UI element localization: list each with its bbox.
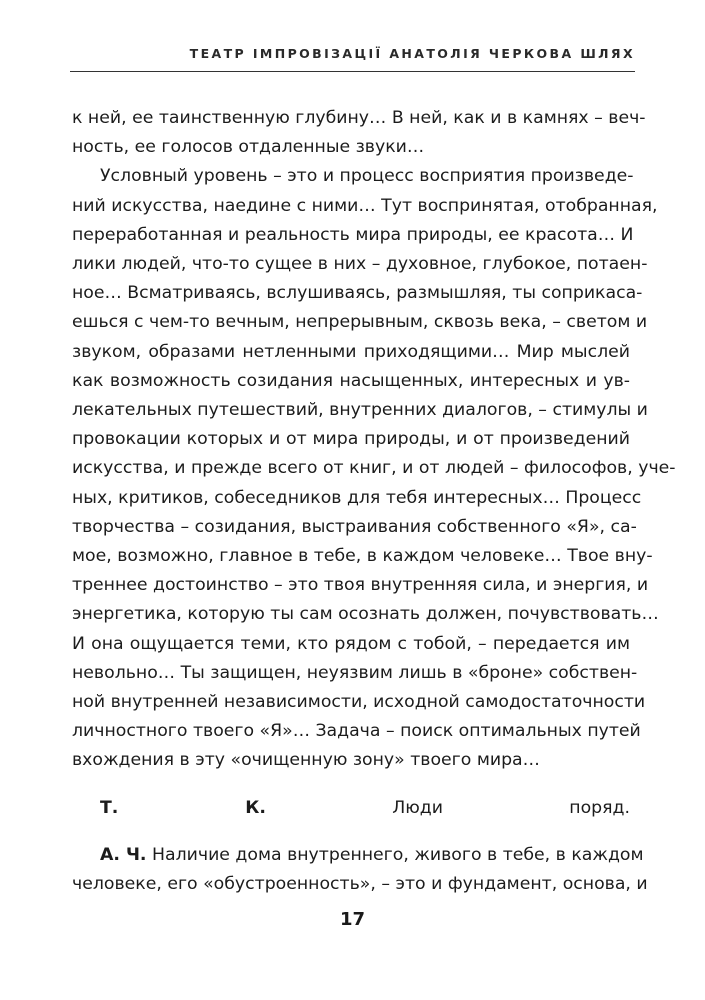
text-line: невольно… Ты защищен, неуязвим лишь в «броне» собствен- xyxy=(72,662,638,683)
text-line: провокации которых и от мира природы, и от произведений xyxy=(72,429,630,450)
text-line: лекательных путешествий, внутренних диалогов, – стимулы и xyxy=(72,400,648,421)
text-line: ешься с чем-то вечным, непрерывным, сквозь века, – светом и xyxy=(72,312,648,333)
body-text xyxy=(72,104,676,899)
text-line: человеке, его «обустроенность», – это и фундамент, основа, и xyxy=(72,874,648,895)
text-line: вхождения в эту «очищенную зону» твоего мира… xyxy=(72,750,540,771)
dialogue-text: Наличие дома внутреннего, живого в тебе, в каждом xyxy=(152,844,644,865)
speaker-label: А. Ч. xyxy=(100,844,147,865)
dialogue-text: Люди поряд. xyxy=(392,797,630,818)
text-line: к ней, ее таинственную глубину… В ней, как и в камнях – веч- xyxy=(72,108,646,128)
running-header: ТЕАТР ІМПРОВІЗАЦІЇ АНАТОЛІЯ ЧЕРКОВА ШЛЯХ xyxy=(189,46,635,61)
text-line: Условный уровень – это и процесс восприятия произведе- xyxy=(100,166,634,187)
paragraph-1 xyxy=(72,104,646,162)
paragraph-gap xyxy=(72,776,630,794)
text-line: личностного твоего «Я»… Задача – поиск оптимальных путей xyxy=(72,721,641,742)
text-line: переработанная и реальность мира природы, ее красота… И xyxy=(72,224,634,245)
text-line: треннее достоинство – это твоя внутренняя сила, и энергия, и xyxy=(72,575,649,596)
text-line: звуком, образами нетленными приходящими… Мир мыслей xyxy=(72,341,630,362)
text-line xyxy=(72,841,644,870)
text-line: лики людей, что-то сущее в них – духовное, глубокое, потаен- xyxy=(72,254,648,275)
text-line: ний искусства, наедине с ними… Тут воспринятая, отобранная, xyxy=(72,195,658,216)
paragraph-gap xyxy=(72,823,630,841)
text-line: искусства, и прежде всего от книг, и от людей – философов, уче- xyxy=(72,458,676,479)
page-number: 17 xyxy=(339,909,366,930)
speaker-label: Т. К. xyxy=(100,797,266,818)
text-line: ное… Всматриваясь, вслушиваясь, размышляя, ты соприкаса- xyxy=(72,283,643,304)
text-line: энергетика, которую ты сам осознать должен, почувствовать… xyxy=(72,604,659,625)
text-line: мое, возможно, главное в тебе, в каждом человеке… Твое вну- xyxy=(72,546,653,567)
text-line: ных, критиков, собеседников для тебя интересных… Процесс xyxy=(72,487,642,508)
paragraph-2 xyxy=(72,162,676,775)
text-line: творчества – созидания, выстраивания собственного «Я», са- xyxy=(72,516,637,537)
header-rule xyxy=(70,71,635,72)
text-line: И она ощущается теми, кто рядом с тобой, – передается им xyxy=(72,633,630,654)
text-line: ность, ее голосов отдаленные звуки… xyxy=(72,137,425,158)
text-line xyxy=(72,794,630,823)
text-line: ной внутренней независимости, исходной самодостаточности xyxy=(72,692,646,713)
dialogue-tk xyxy=(72,794,630,823)
dialogue-ach xyxy=(72,841,648,899)
text-line: как возможность созидания насыщенных, интересных и ув- xyxy=(72,370,630,391)
